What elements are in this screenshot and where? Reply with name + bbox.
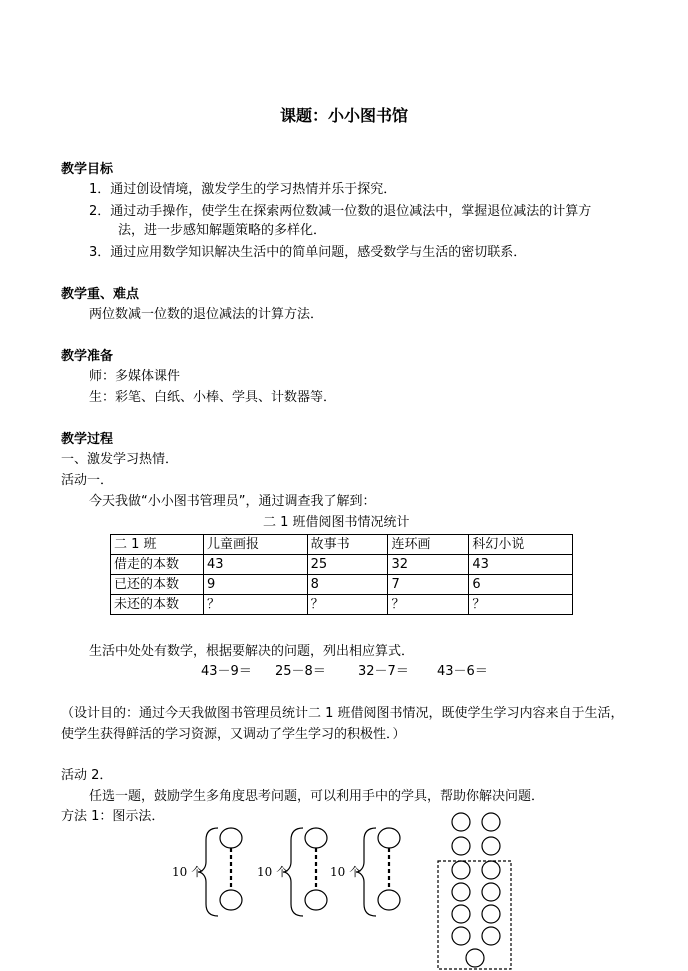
table-cell: 7	[388, 575, 469, 595]
table-cell: 43	[204, 555, 308, 575]
activity-1-intro: 今天我做“小小图书管理员”，通过调查我了解到：	[89, 494, 376, 509]
ten-label-1: 10 个	[172, 865, 204, 879]
ten-group-1	[198, 828, 242, 916]
ten-label-2: 10 个	[257, 865, 289, 879]
table-cell: 43	[469, 555, 573, 575]
counter-diagram	[0, 800, 688, 971]
method-1-title: 方法 1：图示法．	[61, 809, 165, 824]
preparation-heading: 教学准备	[61, 349, 114, 364]
counter-circle	[378, 890, 400, 910]
counter-circle	[220, 890, 242, 910]
equation-3: 32－7＝	[358, 664, 409, 679]
goal-item-1: 1．通过创设情境，激发学生的学习热情并乐于探究．	[89, 182, 397, 197]
section-1-title: 一、激发学习热情．	[61, 452, 179, 467]
table-cell: 32	[388, 555, 469, 575]
activity-1-title: 活动一．	[61, 473, 114, 488]
goal-item-3: 3．通过应用数学知识解决生活中的简单问题，感受数学与生活的密切联系．	[89, 245, 527, 260]
counter-circle	[305, 890, 327, 910]
design-purpose-line-2: 使学生获得鲜活的学习资源，又调动了学生学习的积极性．）	[61, 727, 406, 742]
equation-2: 25－8＝	[275, 664, 326, 679]
preparation-teacher: 师：多媒体课件	[89, 369, 181, 384]
table-header-cell: 科幻小说	[469, 535, 573, 555]
preparation-student: 生：彩笔、白纸、小棒、学具、计数器等．	[89, 390, 337, 405]
goal-item-2-continued: 法，进一步感知解题策略的多样化．	[118, 223, 327, 238]
ten-label-3: 10 个	[330, 865, 362, 879]
table-header-cell: 儿童画报	[204, 535, 308, 555]
table-row	[111, 595, 573, 615]
goals-heading: 教学目标	[61, 162, 114, 177]
table-cell: ？	[388, 595, 469, 615]
table-row	[111, 575, 573, 595]
equation-4: 43－6＝	[437, 664, 488, 679]
table-row-label: 借走的本数	[111, 555, 204, 575]
table-cell: 6	[469, 575, 573, 595]
table-cell: ？	[469, 595, 573, 615]
table-header-cell: 故事书	[307, 535, 388, 555]
key-points-heading: 教学重、难点	[61, 287, 140, 302]
borrow-stats-table	[110, 534, 573, 615]
design-purpose-line-1: （设计目的：通过今天我做图书管理员统计二 1 班借阅图书情况，既使学生学习内容来自于生活，	[61, 706, 624, 721]
life-math-text: 生活中处处有数学，根据要解决的问题，列出相应算式．	[89, 644, 415, 659]
table-header-cell: 二 1 班	[111, 535, 204, 555]
goal-item-2: 2．通过动手操作，使学生在探索两位数减一位数的退位减法中，掌握退位减法的计算方	[89, 204, 592, 219]
table-row	[111, 555, 573, 575]
ten-group-3	[356, 828, 400, 916]
table-row-label: 未还的本数	[111, 595, 204, 615]
ten-group-2	[283, 828, 327, 916]
equation-1: 43－9＝	[201, 664, 252, 679]
counter-circle	[305, 828, 327, 848]
table-cell: ？	[307, 595, 388, 615]
counter-circle	[220, 828, 242, 848]
activity-2-title: 活动 2．	[61, 768, 113, 783]
table-cell: ？	[204, 595, 308, 615]
table-cell: 8	[307, 575, 388, 595]
key-points-text: 两位数减一位数的退位减法的计算方法．	[89, 307, 324, 322]
process-heading: 教学过程	[61, 432, 114, 447]
table-caption: 二 1 班借阅图书情况统计	[263, 515, 410, 530]
loose-counters	[452, 813, 500, 967]
counter-circle	[378, 828, 400, 848]
table-header-cell: 连环画	[388, 535, 469, 555]
table-header-row	[111, 535, 573, 555]
table-cell: 9	[204, 575, 308, 595]
table-cell: 25	[307, 555, 388, 575]
page-title: 课题：小小图书馆	[279, 106, 408, 125]
table-row-label: 已还的本数	[111, 575, 204, 595]
activity-2-instruction: 任选一题，鼓励学生多角度思考问题，可以利用手中的学具，帮助你解决问题．	[89, 789, 545, 804]
